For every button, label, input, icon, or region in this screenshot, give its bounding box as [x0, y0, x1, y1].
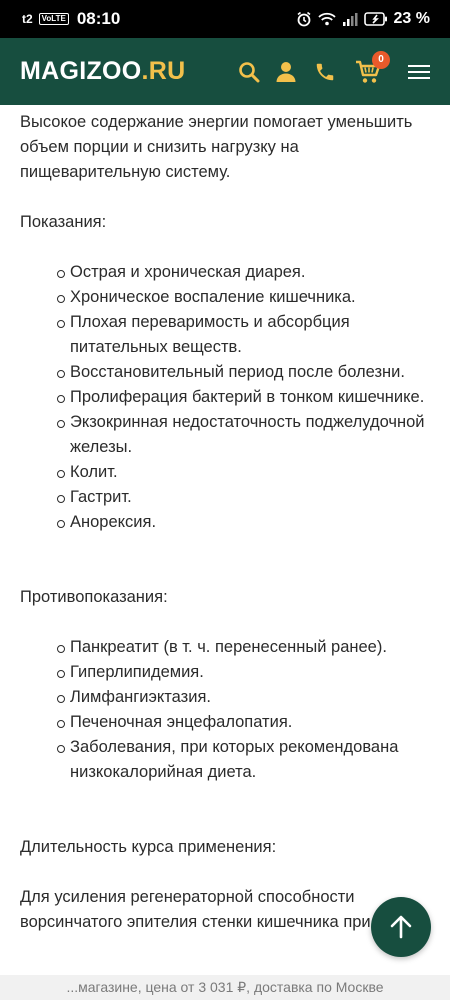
list-item: Печеночная энцефалопатия.	[70, 710, 430, 735]
list-item: Хроническое воспаление кишечника.	[70, 285, 430, 310]
volte-badge: VoLTE	[39, 13, 69, 25]
contraindications-heading: Противопоказания:	[20, 588, 168, 606]
duration-heading: Длительность курса применения:	[20, 838, 277, 856]
cart-icon[interactable]	[355, 54, 384, 84]
product-description	[0, 105, 450, 975]
bottom-bar-text: ...магазине, цена от 3 031 ₽, доставка по Москве	[66, 979, 384, 995]
list-item: Гиперлипидемия.	[70, 660, 430, 685]
list-item: Плохая переваримость и абсорбция питательных веществ.	[70, 310, 430, 360]
site-header	[0, 38, 450, 105]
indications-heading: Показания:	[20, 213, 107, 231]
status-right	[296, 10, 430, 28]
cart-count-badge: 0	[372, 51, 390, 69]
menu-icon[interactable]	[408, 64, 430, 80]
search-icon[interactable]	[238, 61, 260, 83]
status-bar	[0, 0, 450, 38]
list-item: Анорексия.	[70, 510, 430, 535]
user-icon[interactable]	[276, 61, 296, 83]
status-time: 08:10	[76, 9, 121, 28]
phone-icon[interactable]	[314, 61, 336, 83]
intro-paragraph: Высокое содержание энергии помогает уменьшить объем порции и снизить нагрузку на пищеварительную систему.	[20, 113, 413, 181]
signal-icon	[342, 12, 358, 26]
list-item: Панкреатит (в т. ч. перенесенный ранее).	[70, 635, 430, 660]
duration-paragraph: Для усиления регенераторной способности ворсинчатого эпителия стенки кишечника при	[20, 888, 371, 931]
indications-list	[20, 260, 430, 535]
arrow-up-icon	[390, 915, 412, 939]
alarm-icon	[296, 11, 312, 27]
logo-accent: .RU	[141, 57, 186, 85]
battery-icon	[364, 12, 388, 26]
list-item: Экзокринная недостаточность поджелудочной железы.	[70, 410, 430, 460]
carrier-label: t2	[22, 12, 33, 26]
list-item: Восстановительный период после болезни.	[70, 360, 430, 385]
status-left	[22, 9, 120, 29]
list-item: Острая и хроническая диарея.	[70, 260, 430, 285]
site-logo[interactable]	[20, 57, 186, 86]
header-icons	[238, 38, 430, 105]
wifi-icon	[318, 12, 336, 26]
list-item: Колит.	[70, 460, 430, 485]
contraindications-list	[20, 635, 430, 785]
list-item: Заболевания, при которых рекомендована низкокалорийная диета.	[70, 735, 430, 785]
list-item: Пролиферация бактерий в тонком кишечнике.	[70, 385, 430, 410]
list-item: Гастрит.	[70, 485, 430, 510]
battery-percent: 23 %	[393, 10, 430, 27]
logo-main: MAGIZOO	[20, 57, 142, 85]
browser-bottom-bar[interactable]	[0, 975, 450, 1000]
scroll-to-top-button[interactable]	[371, 897, 431, 957]
list-item: Лимфангиэктазия.	[70, 685, 430, 710]
